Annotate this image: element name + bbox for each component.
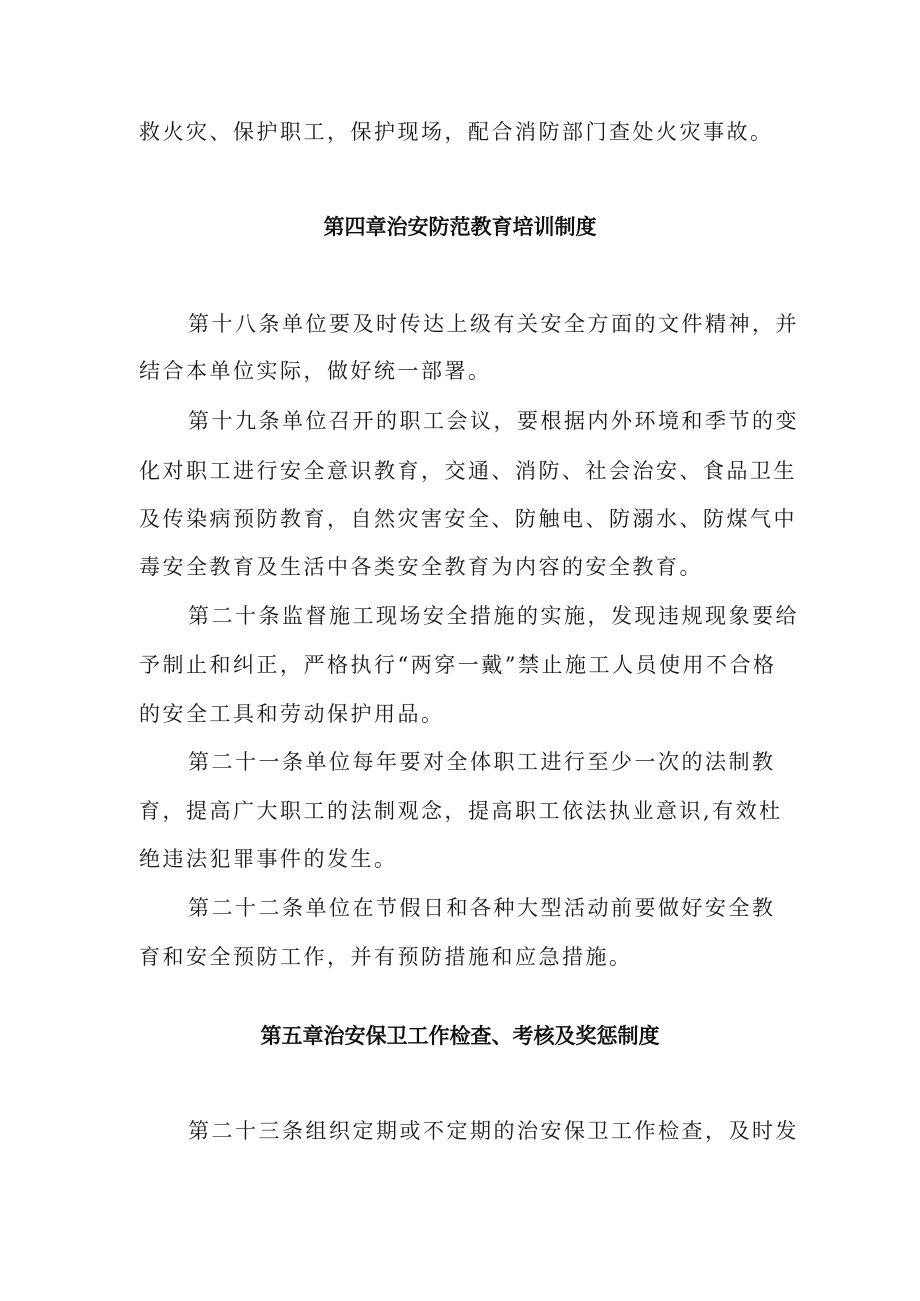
paragraph-line: 的安全工具和劳动保护用品。 xyxy=(139,702,445,726)
paragraph-line: 毒安全教育及生活中各类安全教育为内容的安全教育。 xyxy=(139,555,703,579)
paragraph-line: 予制止和纠正，严格执行“两穿一戴”禁止施工人员使用不合格 xyxy=(139,653,777,677)
article-23-line: 第二十三条组织定期或不定期的治安保卫工作检查，及时发 xyxy=(188,1119,799,1143)
article-19-line: 第十九条单位召开的职工会议，要根据内外环境和季节的变 xyxy=(188,409,799,433)
article-20-line: 第二十条监督施工现场安全措施的实施，发现违规现象要给 xyxy=(188,604,799,628)
paragraph-line: 育和安全预防工作，并有预防措施和应急措施。 xyxy=(139,945,633,969)
article-18-line: 第十八条单位要及时传达上级有关安全方面的文件精神，并 xyxy=(188,312,799,336)
article-21-line: 第二十一条单位每年要对全体职工进行至少一次的法制教 xyxy=(188,750,776,774)
paragraph-line: 及传染病预防教育，自然灾害安全、防触电、防溺水、防煤气中 xyxy=(139,507,797,531)
paragraph-line: 结合本单位实际，做好统一部署。 xyxy=(139,359,492,383)
chapter-5-heading: 第五章治安保卫工作检查、考核及奖惩制度 xyxy=(260,1024,660,1048)
paragraph-line: 化对职工进行安全意识教育，交通、消防、社会治安、食品卫生 xyxy=(139,459,797,483)
paragraph-line: 救火灾、保护职工，保护现场，配合消防部门查处火灾事故。 xyxy=(139,120,774,144)
article-22-line: 第二十二条单位在节假日和各种大型活动前要做好安全教 xyxy=(188,896,776,920)
paragraph-line: 育，提高广大职工的法制观念，提高职工依法执业意识,有效杜 xyxy=(139,799,783,823)
paragraph-line: 绝违法犯罪事件的发生。 xyxy=(139,847,398,871)
chapter-4-heading: 第四章治安防范教育培训制度 xyxy=(323,215,597,239)
